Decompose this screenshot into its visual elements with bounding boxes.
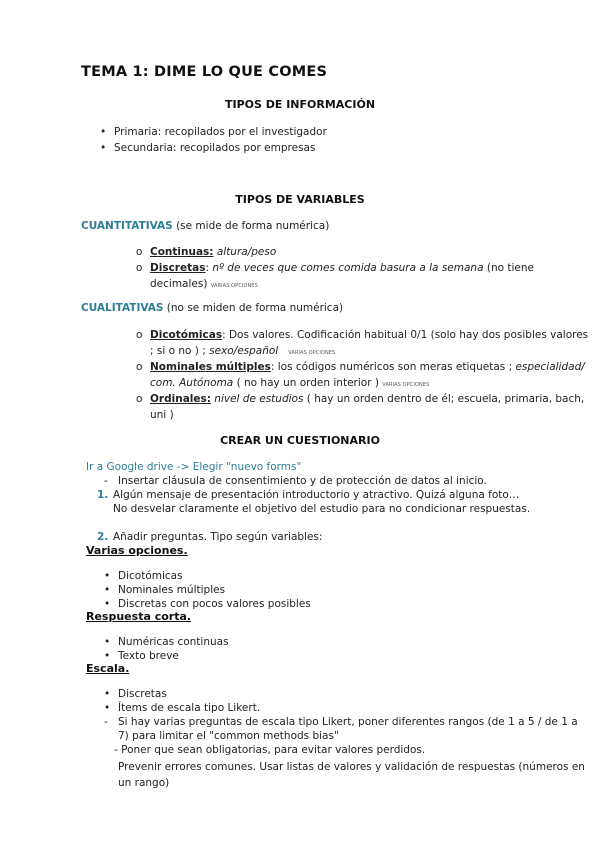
page-title: TEMA 1: DIME LO QUE COMES [81, 64, 328, 80]
step-1-cont: No desvelar claramente el objetivo del estudio para no condicionar respuestas. [113, 503, 531, 515]
bullet-icon: • [104, 584, 111, 596]
dash-item-likert-cont: 7) para limitar el "common methods bias" [118, 730, 339, 742]
section-heading-tipos-informacion: TIPOS DE INFORMACIÓN [224, 98, 376, 111]
cuantitativas-line: CUANTITATIVAS (se mide de forma numérica) [81, 220, 330, 232]
bullet-icon: • [104, 598, 111, 610]
list-item-ordinales-cont: uni ) [150, 409, 174, 421]
dash-bullet-icon: - [104, 716, 108, 728]
list-item: • Discretas con pocos valores posibles [104, 598, 311, 610]
section-heading-cuestionario: CREAR UN CUESTIONARIO [220, 434, 380, 447]
bullet-icon: • [104, 688, 111, 700]
list-item: • Primaria: recopilados por el investigador [100, 126, 327, 138]
bullet-icon: • [104, 570, 111, 582]
circle-bullet-icon: o [136, 329, 143, 341]
bullet-icon: • [100, 126, 107, 138]
cualitativas-line: CUALITATIVAS (no se miden de forma numérica) [81, 302, 344, 314]
intro-line: Ir a Google drive -> Elegir "nuevo forms" [86, 461, 302, 473]
circle-bullet-icon: o [136, 393, 143, 405]
circle-bullet-icon: o [136, 246, 143, 258]
bullet-icon: • [104, 702, 111, 714]
list-item: • Ítems de escala tipo Likert. [104, 702, 261, 714]
list-item: • Numéricas continuas [104, 636, 229, 648]
list-item-discretas: o Discretas: nº de veces que comes comida basura a la semana (no tiene [136, 262, 534, 274]
dash-bullet-icon: - [104, 475, 108, 487]
list-item: • Texto breve [104, 650, 179, 662]
list-item-continuas: o Continuas: altura/peso [136, 246, 277, 258]
obligatorias-line: - Poner que sean obligatorias, para evitar valores perdidos. [114, 744, 426, 756]
list-item: • Discretas [104, 688, 167, 700]
list-item-ordinales: o Ordinales: nivel de estudios ( hay un orden dentro de él; escuela, primaria, bach, [136, 393, 585, 405]
list-item-nominales: o Nominales múltiples: los códigos numéricos son meras etiquetas ; especialidad/ [136, 361, 585, 373]
cuantitativas-label: CUANTITATIVAS [81, 220, 173, 232]
cualitativas-label: CUALITATIVAS [81, 302, 164, 314]
prevenir-line: Prevenir errores comunes. Usar listas de valores y validación de respuestas (números en [118, 761, 585, 773]
circle-bullet-icon: o [136, 361, 143, 373]
list-item-discretas-cont: decimales) VARIAS OPCIONES [150, 278, 258, 290]
list-item: • Secundaria: recopilados por empresas [100, 142, 316, 154]
escala-label: Escala. [86, 662, 130, 675]
bullet-icon: • [104, 636, 111, 648]
list-item-dicotomicas-cont: ; si o no ) ; sexo/español VARIAS OPCIONES [150, 345, 336, 357]
prevenir-line-cont: un rango) [118, 777, 170, 789]
dash-item: - Insertar cláusula de consentimiento y de protección de datos al inicio. [104, 475, 487, 487]
bullet-icon: • [104, 650, 111, 662]
circle-bullet-icon: o [136, 262, 143, 274]
step-1: 1. Algún mensaje de presentación introductorio y atractivo. Quizá alguna foto… [97, 489, 520, 501]
section-heading-tipos-variables: TIPOS DE VARIABLES [235, 193, 365, 206]
dash-item-likert: - Si hay varias preguntas de escala tipo Likert, poner diferentes rangos (de 1 a 5 / de 1 a [104, 716, 578, 728]
list-item-dicotomicas: o Dicotómicas: Dos valores. Codificación habitual 0/1 (solo hay dos posibles valores [136, 329, 589, 341]
varias-opciones-label: Varias opciones. [86, 544, 188, 557]
list-item: • Dicotómicas [104, 570, 183, 582]
list-item: • Nominales múltiples [104, 584, 226, 596]
step-2: 2. Añadir preguntas. Tipo según variables: [97, 531, 323, 543]
bullet-icon: • [100, 142, 107, 154]
respuesta-corta-label: Respuesta corta. [86, 610, 192, 623]
list-item-nominales-cont: com. Autónoma ( no hay un orden interior ) VARIAS OPCIONES [150, 377, 430, 389]
